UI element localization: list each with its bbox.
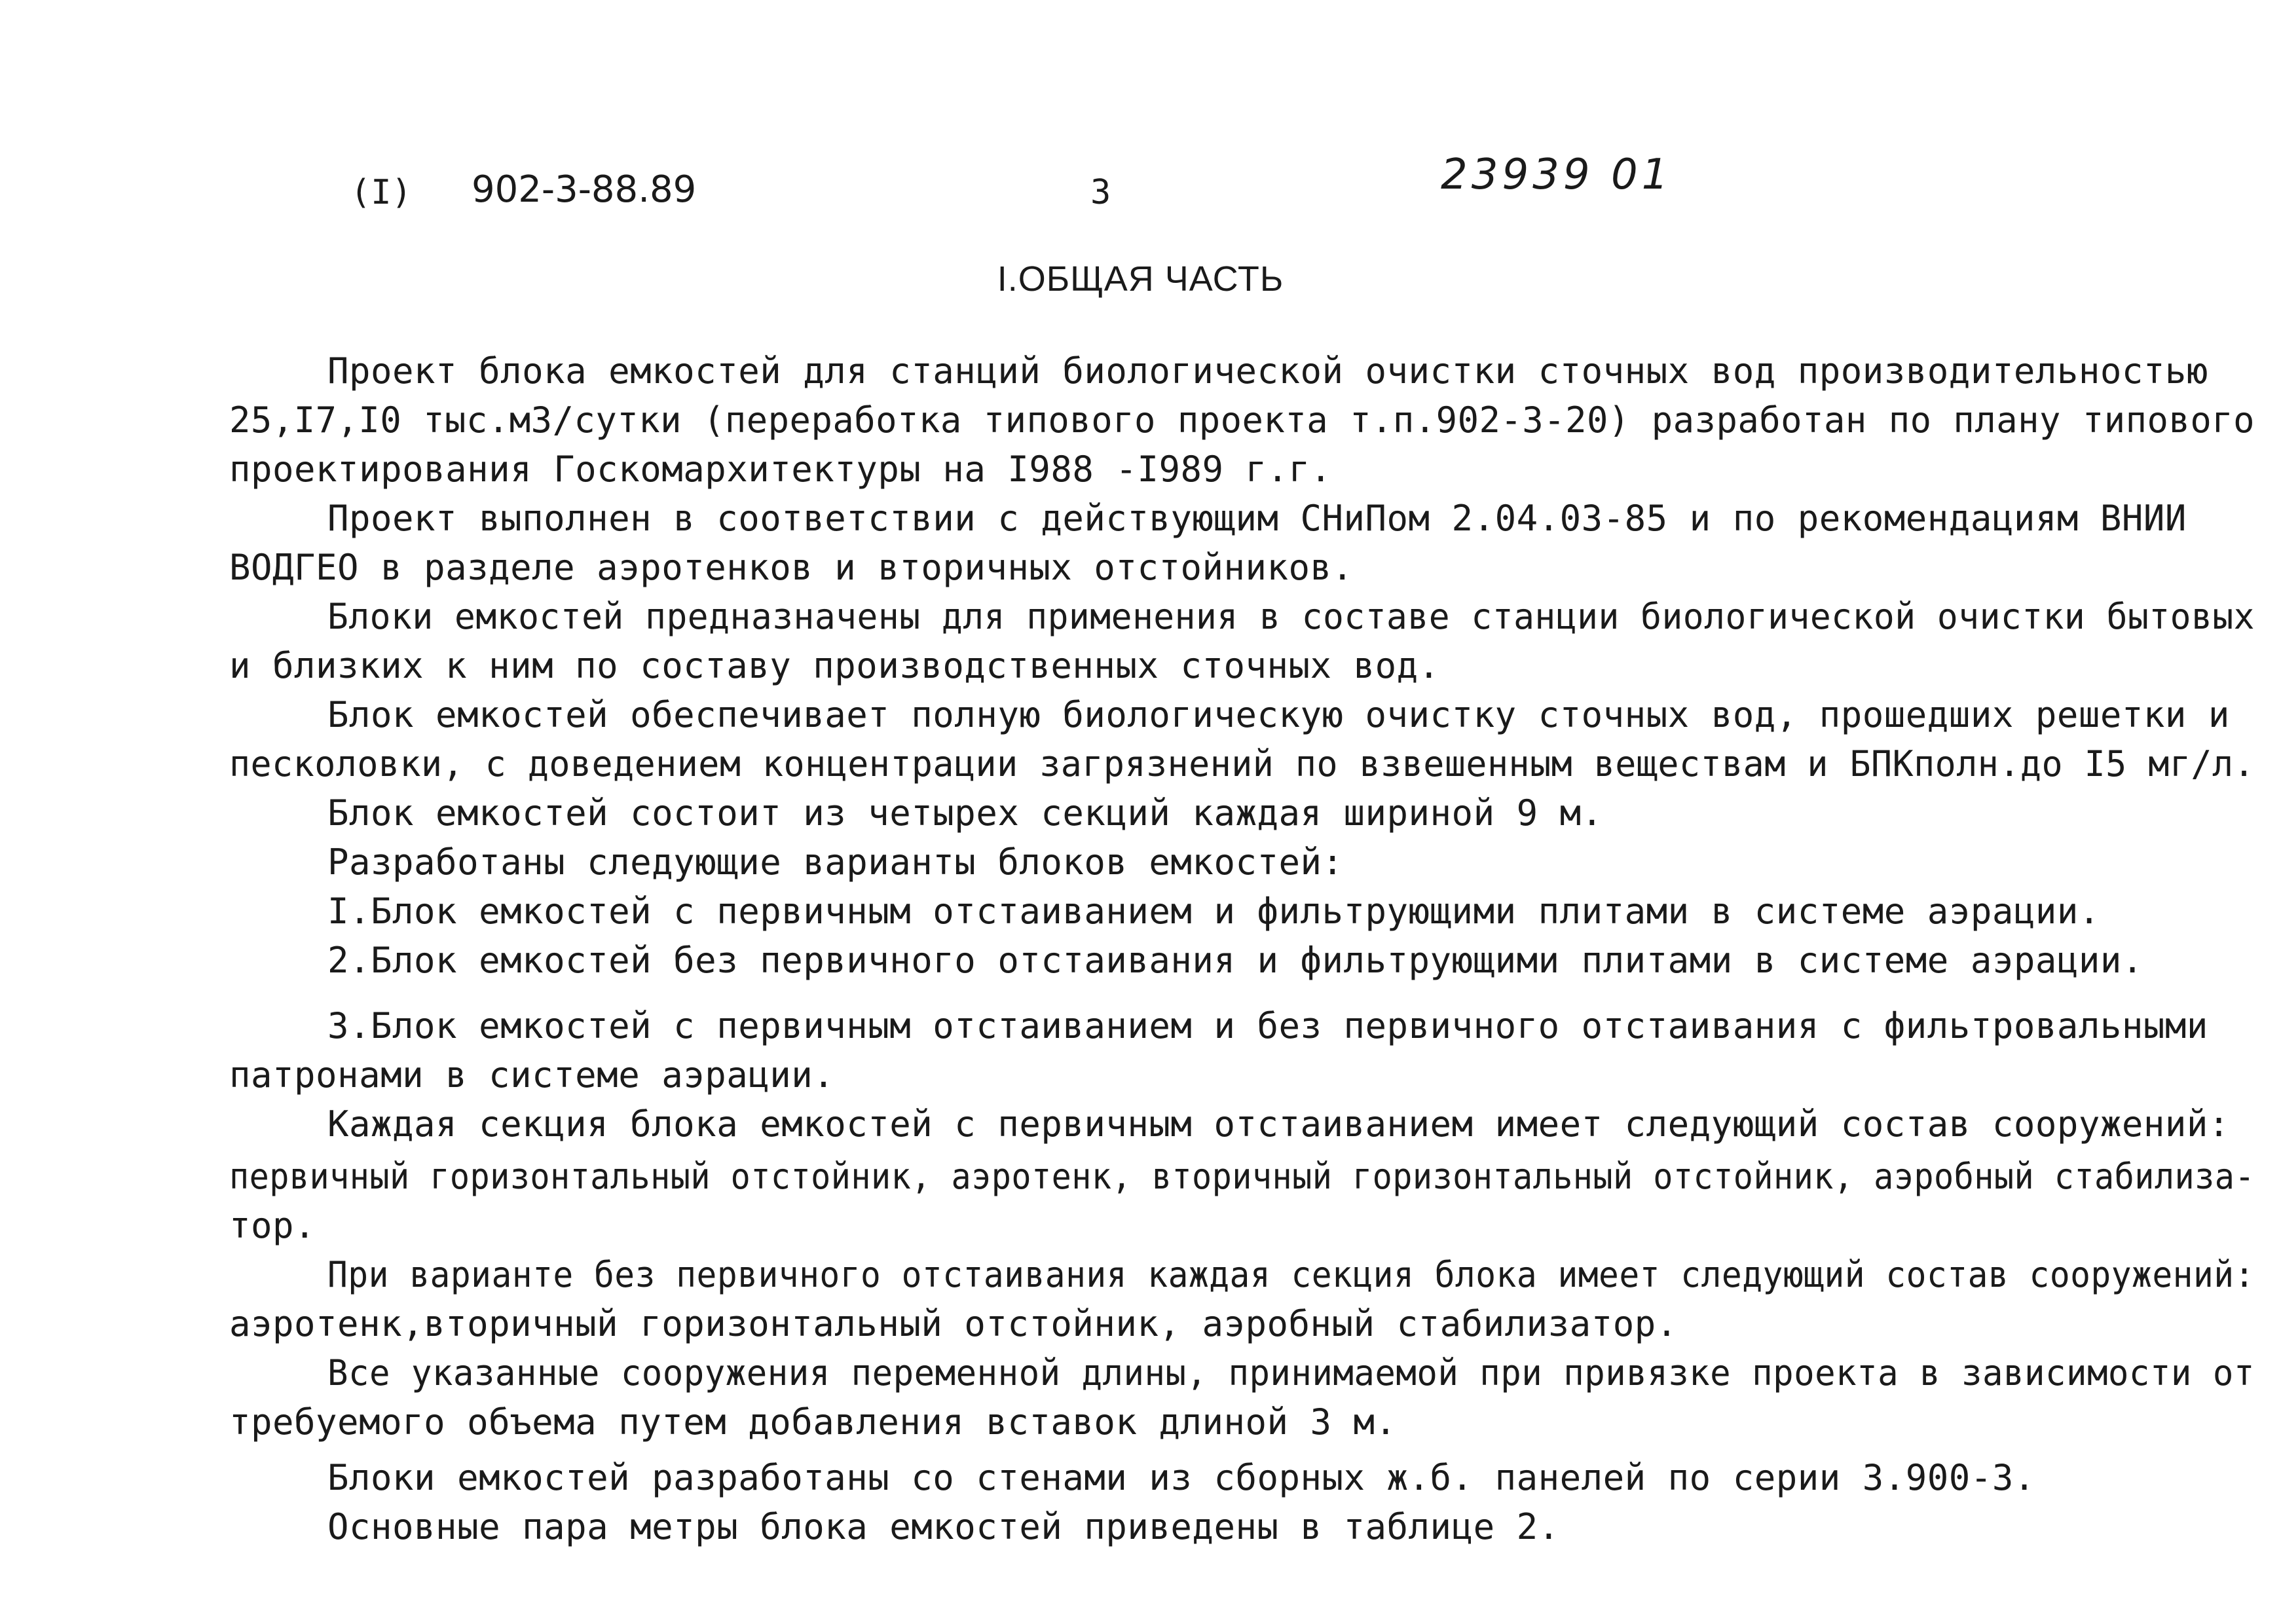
sheet-ref: (I) <box>350 173 412 212</box>
text-line: 25,I7,I0 тыс.м3/сутки (переработка типового проекта т.п.902-3-20) разработан по плану типового <box>229 399 2255 441</box>
text-line: Основные пара метры блока емкостей приведены в таблице 2. <box>327 1506 1560 1547</box>
text-line: Разработаны следующие варианты блоков емкостей: <box>327 841 1344 883</box>
text-line: тор. <box>229 1205 316 1246</box>
text-line: проектирования Госкомархитектуры на I988 -I989 г.г. <box>229 449 1332 490</box>
text-line: песколовки, с доведением концентрации загрязнений по взвешенным веществам и БПКполн.до I5 мг/л. <box>229 743 2255 784</box>
list-item: I.Блок емкостей с первичным отстаиванием и фильтрующими плитами в системе аэрации. <box>327 891 2100 932</box>
list-item: 2.Блок емкостей без первичного отстаивания и фильтрующими плитами в системе аэрации. <box>327 940 2143 981</box>
text-line: ВОДГЕО в разделе аэротенков и вторичных отстойников. <box>229 547 1354 588</box>
series-code: 902-3-88.89 <box>472 168 697 211</box>
text-line: аэротенк,вторичный горизонтальный отстойник, аэробный стабилизатор. <box>229 1303 1678 1344</box>
list-item: 3.Блок емкостей с первичным отстаиванием и без первичного отстаивания с фильтровальными <box>327 1005 2208 1046</box>
text-line: требуемого объема путем добавления вставок длиной 3 м. <box>229 1401 1397 1443</box>
text-line: При варианте без первичного отстаивания каждая секция блока имеет следующий состав сооружений: <box>327 1254 2255 1295</box>
inventory-number: 23939 01 <box>1441 151 1673 199</box>
text-line: Все указанные сооружения переменной длины, принимаемой при привязке проекта в зависимости от <box>327 1352 2255 1393</box>
text-line: Проект блока емкостей для станций биологической очистки сточных вод производительностью <box>327 350 2208 392</box>
text-line: патронами в системе аэрации. <box>229 1054 835 1096</box>
text-line: и близких к ним по составу производственных сточных вод. <box>229 645 1440 686</box>
text-line: Блоки емкостей разработаны со стенами из сборных ж.б. панелей по серии 3.900-3. <box>327 1457 2035 1498</box>
text-line: Блок емкостей обеспечивает полную биологическую очистку сточных вод, прошедших решетки и <box>327 694 2230 735</box>
text-line: Блоки емкостей предназначены для применения в составе станции биологической очистки бытовых <box>327 596 2255 637</box>
text-line: Каждая секция блока емкостей с первичным отстаиванием имеет следующий состав сооружений: <box>327 1103 2230 1145</box>
text-line: первичный горизонтальный отстойник, аэротенк, вторичный горизонтальный отстойник, аэробный стабилиза- <box>229 1156 2255 1197</box>
text-line: Проект выполнен в соответствии с действующим СНиПом 2.04.03-85 и по рекомендациям ВНИИ <box>327 498 2187 539</box>
text-line: Блок емкостей состоит из четырех секций каждая шириной 9 м. <box>327 792 1603 834</box>
section-title: I.ОБЩАЯ ЧАСТЬ <box>997 259 1284 299</box>
page-number: 3 <box>1090 173 1111 212</box>
